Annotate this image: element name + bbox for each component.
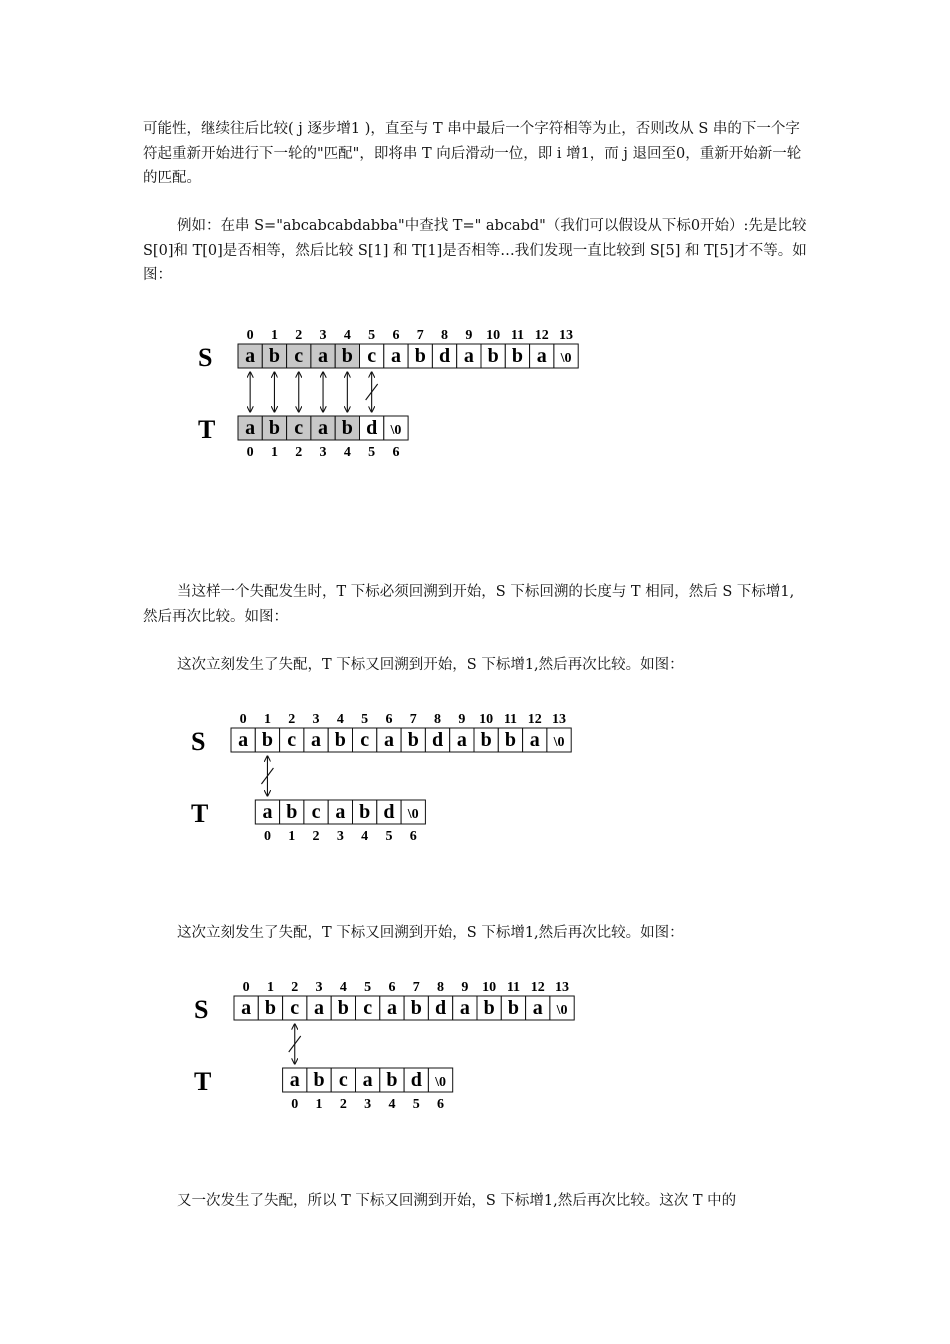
t-index: 6 [392, 445, 400, 460]
paragraph-2: 例如：在串 S="abcabcabdabba"中查找 T=" abcabd"（我们可以假设从下标0开始）:先是比较 S[0]和 T[0]是否相等，然后比较 S[1] 和 T[1]是否相等…我们发现一直比较到 S[5] 和 T[5]才不等。如图： [143, 218, 807, 283]
s-index: 6 [388, 980, 396, 995]
s-index: 7 [416, 328, 424, 343]
s-index: 3 [319, 328, 327, 343]
t-index: 6 [437, 1097, 445, 1112]
s-index: 9 [465, 328, 473, 343]
s-char: b [334, 729, 346, 751]
s-char: a [318, 345, 329, 367]
s-index: 2 [288, 712, 296, 727]
s-index: 11 [506, 980, 521, 995]
s-char: \0 [556, 1003, 568, 1018]
t-index: 5 [385, 829, 393, 844]
diagram-3 [186, 970, 806, 1120]
s-index: 10 [482, 980, 497, 995]
t-index: 0 [291, 1097, 299, 1112]
t-char: \0 [390, 423, 402, 438]
s-index: 13 [552, 712, 567, 727]
s-index: 0 [242, 980, 250, 995]
s-char: b [407, 729, 419, 751]
s-char: d [431, 729, 444, 751]
s-index: 0 [246, 328, 254, 343]
s-index: 8 [434, 712, 442, 727]
s-index: 3 [315, 980, 323, 995]
s-char: b [261, 729, 274, 751]
s-index: 1 [266, 980, 274, 995]
s-char: c [363, 997, 373, 1019]
s-char: c [367, 345, 377, 367]
t-char: b [341, 417, 353, 439]
s-char: a [529, 729, 540, 751]
s-char: a [245, 345, 256, 367]
s-index: 3 [312, 712, 320, 727]
s-char: c [290, 997, 300, 1019]
t-index: 3 [336, 829, 344, 844]
t-char: d [366, 417, 378, 439]
s-index: 8 [441, 328, 449, 343]
s-char: a [386, 997, 397, 1019]
s-char: d [434, 997, 447, 1019]
t-char: b [286, 801, 298, 823]
t-char: b [268, 417, 281, 439]
s-label: S [194, 995, 209, 1024]
paragraph-6: 又一次发生了失配，所以 T 下标又回溯到开始，S 下标增1,然后再次比较。这次 T 中的 [177, 1193, 737, 1209]
s-char: b [480, 729, 492, 751]
s-char: c [360, 729, 370, 751]
s-index: 11 [503, 712, 518, 727]
s-char: b [337, 997, 349, 1019]
s-index: 6 [385, 712, 393, 727]
t-char: a [318, 417, 329, 439]
t-char: c [294, 417, 304, 439]
s-char: a [241, 997, 252, 1019]
t-index: 5 [368, 445, 376, 460]
s-char: a [459, 997, 470, 1019]
t-char: a [289, 1069, 300, 1091]
s-index: 12 [530, 980, 545, 995]
s-char: \0 [560, 351, 572, 366]
s-char: b [511, 345, 524, 367]
s-char: b [504, 729, 517, 751]
t-index: 4 [361, 829, 369, 844]
t-char: b [386, 1069, 398, 1091]
s-index: 5 [361, 712, 369, 727]
s-index: 5 [364, 980, 372, 995]
t-char: c [311, 801, 321, 823]
s-index: 12 [534, 328, 549, 343]
t-index: 4 [388, 1097, 396, 1112]
s-index: 5 [368, 328, 376, 343]
t-index: 2 [295, 445, 303, 460]
t-index: 1 [315, 1097, 323, 1112]
t-char: \0 [407, 807, 419, 822]
s-char: c [287, 729, 297, 751]
t-label: T [194, 1067, 212, 1096]
t-index: 2 [339, 1097, 347, 1112]
s-index: 10 [486, 328, 501, 343]
t-index: 2 [312, 829, 320, 844]
s-char: b [487, 345, 499, 367]
s-index: 13 [559, 328, 574, 343]
t-char: a [245, 417, 256, 439]
s-label: S [198, 343, 213, 372]
t-char: a [262, 801, 273, 823]
s-char: \0 [553, 735, 565, 750]
s-index: 7 [409, 712, 417, 727]
s-char: a [532, 997, 543, 1019]
t-char: d [410, 1069, 422, 1091]
s-index: 7 [412, 980, 420, 995]
t-index: 1 [270, 445, 278, 460]
s-char: a [536, 345, 547, 367]
s-char: b [507, 997, 520, 1019]
t-index: 0 [263, 829, 271, 844]
t-label: T [191, 799, 209, 828]
t-char: b [359, 801, 371, 823]
s-index: 9 [461, 980, 469, 995]
s-index: 11 [510, 328, 525, 343]
t-char: d [383, 801, 395, 823]
s-char: c [294, 345, 304, 367]
s-char: b [341, 345, 353, 367]
t-char: b [313, 1069, 325, 1091]
s-index: 12 [527, 712, 542, 727]
s-index: 4 [336, 712, 344, 727]
s-index: 2 [295, 328, 303, 343]
t-char: a [362, 1069, 373, 1091]
t-char: a [335, 801, 346, 823]
t-index: 1 [288, 829, 296, 844]
t-label: T [198, 415, 216, 444]
s-index: 8 [437, 980, 445, 995]
t-index: 6 [409, 829, 417, 844]
s-index: 0 [239, 712, 247, 727]
s-char: a [456, 729, 467, 751]
s-index: 4 [343, 328, 351, 343]
t-index: 4 [343, 445, 351, 460]
s-char: b [268, 345, 281, 367]
s-char: b [410, 997, 422, 1019]
s-char: b [414, 345, 426, 367]
s-index: 4 [339, 980, 347, 995]
diagram-2 [183, 702, 803, 852]
s-char: a [314, 997, 325, 1019]
s-char: a [383, 729, 394, 751]
s-index: 1 [270, 328, 278, 343]
s-label: S [191, 727, 206, 756]
s-char: b [483, 997, 495, 1019]
s-char: a [463, 345, 474, 367]
s-char: d [438, 345, 451, 367]
paragraph-4: 这次立刻发生了失配，T 下标又回溯到开始，S 下标增1,然后再次比较。如图： [177, 657, 684, 673]
t-index: 0 [246, 445, 254, 460]
t-char: c [338, 1069, 348, 1091]
s-char: a [311, 729, 322, 751]
diagram-1 [190, 318, 810, 468]
s-char: a [390, 345, 401, 367]
s-index: 13 [555, 980, 570, 995]
s-char: a [238, 729, 249, 751]
s-index: 10 [479, 712, 494, 727]
t-index: 5 [412, 1097, 420, 1112]
s-index: 1 [263, 712, 271, 727]
t-char: \0 [435, 1075, 446, 1090]
t-index: 3 [364, 1097, 372, 1112]
paragraph-3: 当这样一个失配发生时，T 下标必须回溯到开始，S 下标回溯的长度与 T 相同，然后 S 下标增1,然后再次比较。如图： [143, 584, 795, 625]
s-index: 6 [392, 328, 400, 343]
t-index: 3 [319, 445, 327, 460]
paragraph-1: 可能性，继续往后比较( j 逐步增1 )，直至与 T 串中最后一个字符相等为止，否则改从 S 串的下一个字符起重新开始进行下一轮的"匹配"，即将串 T 向后滑动一位，即 i 增1，而 j 退回至0，重新开始新一轮的匹配。 [143, 121, 802, 186]
paragraph-5: 这次立刻发生了失配，T 下标又回溯到开始，S 下标增1,然后再次比较。如图： [177, 925, 684, 941]
s-index: 2 [291, 980, 299, 995]
s-char: b [264, 997, 277, 1019]
s-index: 9 [458, 712, 466, 727]
